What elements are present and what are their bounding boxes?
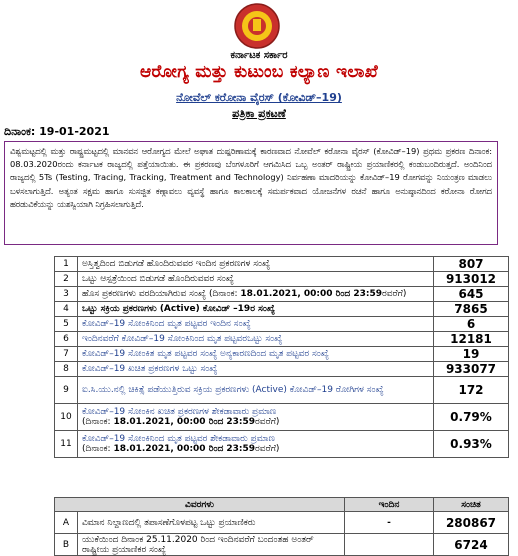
stats-table	[54, 256, 509, 458]
row-number: 3	[55, 287, 78, 302]
row-number: 6	[55, 332, 78, 347]
row-number: 1	[55, 257, 78, 272]
row-description	[78, 257, 434, 272]
row-description	[78, 431, 434, 458]
row-date-suffix: ರವರೆಗೆ)	[255, 444, 280, 454]
row-description-text: ಕೋವಿಡ್–19 ಖಚಿತ ಪ್ರಕರಣಗಳ ಒಟ್ಟು ಸಂಖ್ಯೆ	[82, 364, 218, 374]
row-description	[78, 404, 434, 431]
row-cumulative: 280867	[434, 512, 509, 534]
row-description-text: ಐ.ಸಿ.ಯು.ನಲ್ಲಿ ಚಿಕಿತ್ಸೆ ಪಡೆಯುತ್ತಿರುವ ಸಕ್ರಿಯ ಪ್ರಕರಣಗಳು (Active) ಕೋವಿಡ್–19 ರೋಗಿಗಳ ಸಂಖ್ಯೆ	[82, 385, 384, 395]
row-description	[78, 287, 434, 302]
table-row	[55, 377, 509, 404]
row-date-range: 18.01.2021, 00:00 ರಿಂದ 23:59	[113, 444, 256, 454]
table-row	[55, 287, 509, 302]
row-description	[78, 362, 434, 377]
row-cumulative: 6724	[434, 534, 509, 556]
row-date-suffix: ರವರೆಗೆ)	[255, 417, 280, 427]
subtitle: ನೋವೆಲ್ ಕರೋನಾ ವೈರಸ್ (ಕೋವಿಡ್–19)	[176, 91, 342, 104]
row-description-date-prefix: (ದಿನಾಂಕ:	[82, 444, 114, 454]
row-date-suffix: ರವರೆಗೆ)	[382, 289, 407, 299]
row-number: 7	[55, 347, 78, 362]
row-letter: A	[55, 512, 78, 534]
row-description-text: ಒಟ್ಟು ಆಸ್ಪತ್ರೆಯಿಂದ ಬಿಡುಗಡೆ ಹೊಂದಿರುವವರ ಸಂಖ್ಯೆ	[82, 274, 234, 284]
row-description-text: ಕೋವಿಡ್–19 ಸೋಂಕಿನಿಂದ ಮೃತ ಪಟ್ಟವರ ಶೇಕಡಾವಾರು ಪ್ರಮಾಣ	[82, 434, 275, 444]
row-value: 933077	[434, 362, 509, 377]
row-value: 7865	[434, 302, 509, 317]
release-date: ದಿನಾಂಕ: 19-01-2021	[4, 125, 110, 138]
table-row	[55, 317, 509, 332]
row-today: -	[345, 512, 434, 534]
row-description	[78, 347, 434, 362]
row-value: 913012	[434, 272, 509, 287]
row-number: 11	[55, 431, 78, 458]
header-details: ವಿವರಗಳು	[55, 498, 345, 512]
row-value: 0.79%	[434, 404, 509, 431]
row-description	[78, 317, 434, 332]
row-date-range: 18.01.2021, 00:00 ರಿಂದ 23:59	[240, 289, 382, 299]
row-number: 4	[55, 302, 78, 317]
row-description	[78, 272, 434, 287]
row-description	[78, 332, 434, 347]
row-description: ಯುಕೆಯಿಂದ ದಿನಾಂಕ 25.11.2020 ರಿಂದ ಇಂದಿನವರೆಗೆ ಬಂದಂತಹ ಅಂತರ್ ರಾಷ್ಟ್ರೀಯ ಪ್ರಯಾಣಿಕರ ಸಂಖ್ಯೆ	[78, 534, 345, 556]
row-number: 10	[55, 404, 78, 431]
row-value: 645	[434, 287, 509, 302]
table-row	[55, 257, 509, 272]
row-description-text: ಕೋವಿಡ್–19 ಸೋಂಕಿತ ಮೃತ ಪಟ್ಟವರ ಸಂಖ್ಯೆ ಅನ್ಯಕಾರಣದಿಂದ ಮೃತ ಪಟ್ಟವರ ಸಂಖ್ಯೆ	[82, 349, 329, 359]
row-description-text: ಕೋವಿಡ್–19 ಸೋಂಕಿನಿಂದ ಮೃತ ಪಟ್ಟವರ ಇಂದಿನ ಸಂಖ್ಯೆ	[82, 319, 251, 329]
row-letter: B	[55, 534, 78, 556]
department-title: ಆರೋಗ್ಯ ಮತ್ತು ಕುಟುಂಬ ಕಲ್ಯಾಣ ಇಲಾಖೆ	[139, 62, 379, 82]
table-row	[55, 512, 509, 534]
row-value: 172	[434, 377, 509, 404]
government-name: ಕರ್ನಾಟಕ ಸರ್ಕಾರ	[230, 50, 288, 61]
table-row	[55, 362, 509, 377]
table-row	[55, 272, 509, 287]
row-description-text: ಅಸ್ತಿತ್ವದಿಂದ ಬಿಡುಗಡೆ ಹೊಂದಿರುವವರ ಇಂದಿನ ಪ್ರಕರಣಗಳ ಸಂಖ್ಯೆ	[82, 259, 271, 269]
row-description-date-prefix: (ದಿನಾಂಕ:	[82, 417, 114, 427]
row-number: 5	[55, 317, 78, 332]
karnataka-emblem-icon	[232, 2, 282, 50]
table-row	[55, 332, 509, 347]
row-value: 0.93%	[434, 431, 509, 458]
table-row	[55, 302, 509, 317]
row-date-range: 18.01.2021, 00:00 ರಿಂದ 23:59	[113, 417, 256, 427]
row-value: 807	[434, 257, 509, 272]
row-value: 12181	[434, 332, 509, 347]
press-release-heading: ಪತ್ರಿಕಾ ಪ್ರಕಟಣೆ	[232, 107, 286, 120]
row-description-text: ಒಟ್ಟು ಸಕ್ರಿಯ ಪ್ರಕರಣಗಳು (Active) ಕೋವಿಡ್ –19ರ ಸಂಖ್ಯೆ	[82, 304, 276, 314]
header-today: ಇಂದಿನ	[345, 498, 434, 512]
row-number: 8	[55, 362, 78, 377]
row-description	[78, 377, 434, 404]
row-number: 9	[55, 377, 78, 404]
table-row	[55, 347, 509, 362]
row-description-text: ಇಂದಿನವರೆಗೆ ಕೋವಿಡ್–19 ಸೋಂಕಿನಿಂದ ಮೃತ ಪಟ್ಟವರಒಟ್ಟು ಸಂಖ್ಯೆ	[82, 334, 283, 344]
row-description: ವಿಮಾನ ನಿಲ್ದಾಣದಲ್ಲಿ ತಪಾಸಣೆಗೊಳಪಟ್ಟ ಒಟ್ಟು ಪ್ರಯಾಣಿಕರು	[78, 512, 345, 534]
details-table	[54, 497, 509, 556]
details-table-header	[55, 498, 509, 512]
row-value: 19	[434, 347, 509, 362]
table-row	[55, 404, 509, 431]
row-number: 2	[55, 272, 78, 287]
row-description-text: ಕೋವಿಡ್–19 ಸೋಂಕಿನ ಖಚಿತ ಪ್ರಕರಣಗಳ ಶೇಕಡಾವಾರು ಪ್ರಮಾಣ	[82, 407, 277, 417]
row-description	[78, 302, 434, 317]
intro-paragraph: ವಿಶ್ವಮಟ್ಟದಲ್ಲಿ ಮತ್ತು ರಾಷ್ಟ್ರಮಟ್ಟದಲ್ಲಿ ಮಾನವನ ಆರೋಗ್ಯದ ಮೇಲೆ ಅಘಾತ ದುಷ್ಪರಿಣಾಮಕ್ಕೆ ಕಾರಣವಾದ ನೋವೆಲ್ ಕರೋನಾ ವೈರಸ್ (ಕೋವಿಡ್–19) ಪ್ರಥಮ ಪ್ರಕರಣ ದಿನಾಂಕ: 08.03.2020ರಂದು ಕರ್ನಾಟಕ ರಾಜ್ಯದಲ್ಲಿ ಪತ್ತೆಯಾಯಿತು. ಈ ಪ್ರಕರಣವು ಬೆಂಗಳೂರಿಗೆ ಆಗಮಿಸಿದ ಒಬ್ಬ ಅಂತರ್ ರಾಷ್ಟ್ರೀಯ ಪ್ರಯಾಣಿಕರಲ್ಲಿ ಕಂಡುಬಂದಿರುತ್ತದೆ. ಅಂದಿನಿಂದ ರಾಜ್ಯದಲ್ಲಿ 5Ts (Testing, Tracing, Tracking, Treatment and Technology) ನಿರ್ವಹಣಾ ಮಾದರಿಯನ್ನು ಕೋವಿಡ್–19 ರೋಗವನ್ನು ನಿಯಂತ್ರಣ ಮಾಡಲು ಬಳಸಲಾಗುತ್ತಿದೆ. ಅತ್ಯಂತ ಸಕ್ಷಮ ಹಾಗೂ ಸುಸಜ್ಜಿತ ಕಣ್ಗಾವಲು ವ್ಯವಸ್ಥೆ ಹಾಗೂ ಕಾಲಕಾಲಕ್ಕೆ ಸಮರ್ಪಕವಾದ ಯೋಜನೆಗಳ ರಚನೆ ಹಾಗೂ ಅನುಷ್ಠಾನದಿಂದ ಕರೋನಾ ರೋಗದ ಹರಡುವಿಕೆಯನ್ನು ಯಶಸ್ವಿಯಾಗಿ ನಿಗ್ರಹಿಸಲಾಗುತ್ತಿದೆ.	[4, 141, 498, 245]
table-row	[55, 431, 509, 458]
row-description-text: ಹೊಸ ಪ್ರಕರಣಗಳು ವರದಿಯಾಗಿರುವ ಸಂಖ್ಯೆ (ದಿನಾಂಕ:	[82, 289, 241, 299]
header-cumulative: ಸಂಚಿತ	[434, 498, 509, 512]
row-today	[345, 534, 434, 556]
table-row	[55, 534, 509, 556]
row-value: 6	[434, 317, 509, 332]
